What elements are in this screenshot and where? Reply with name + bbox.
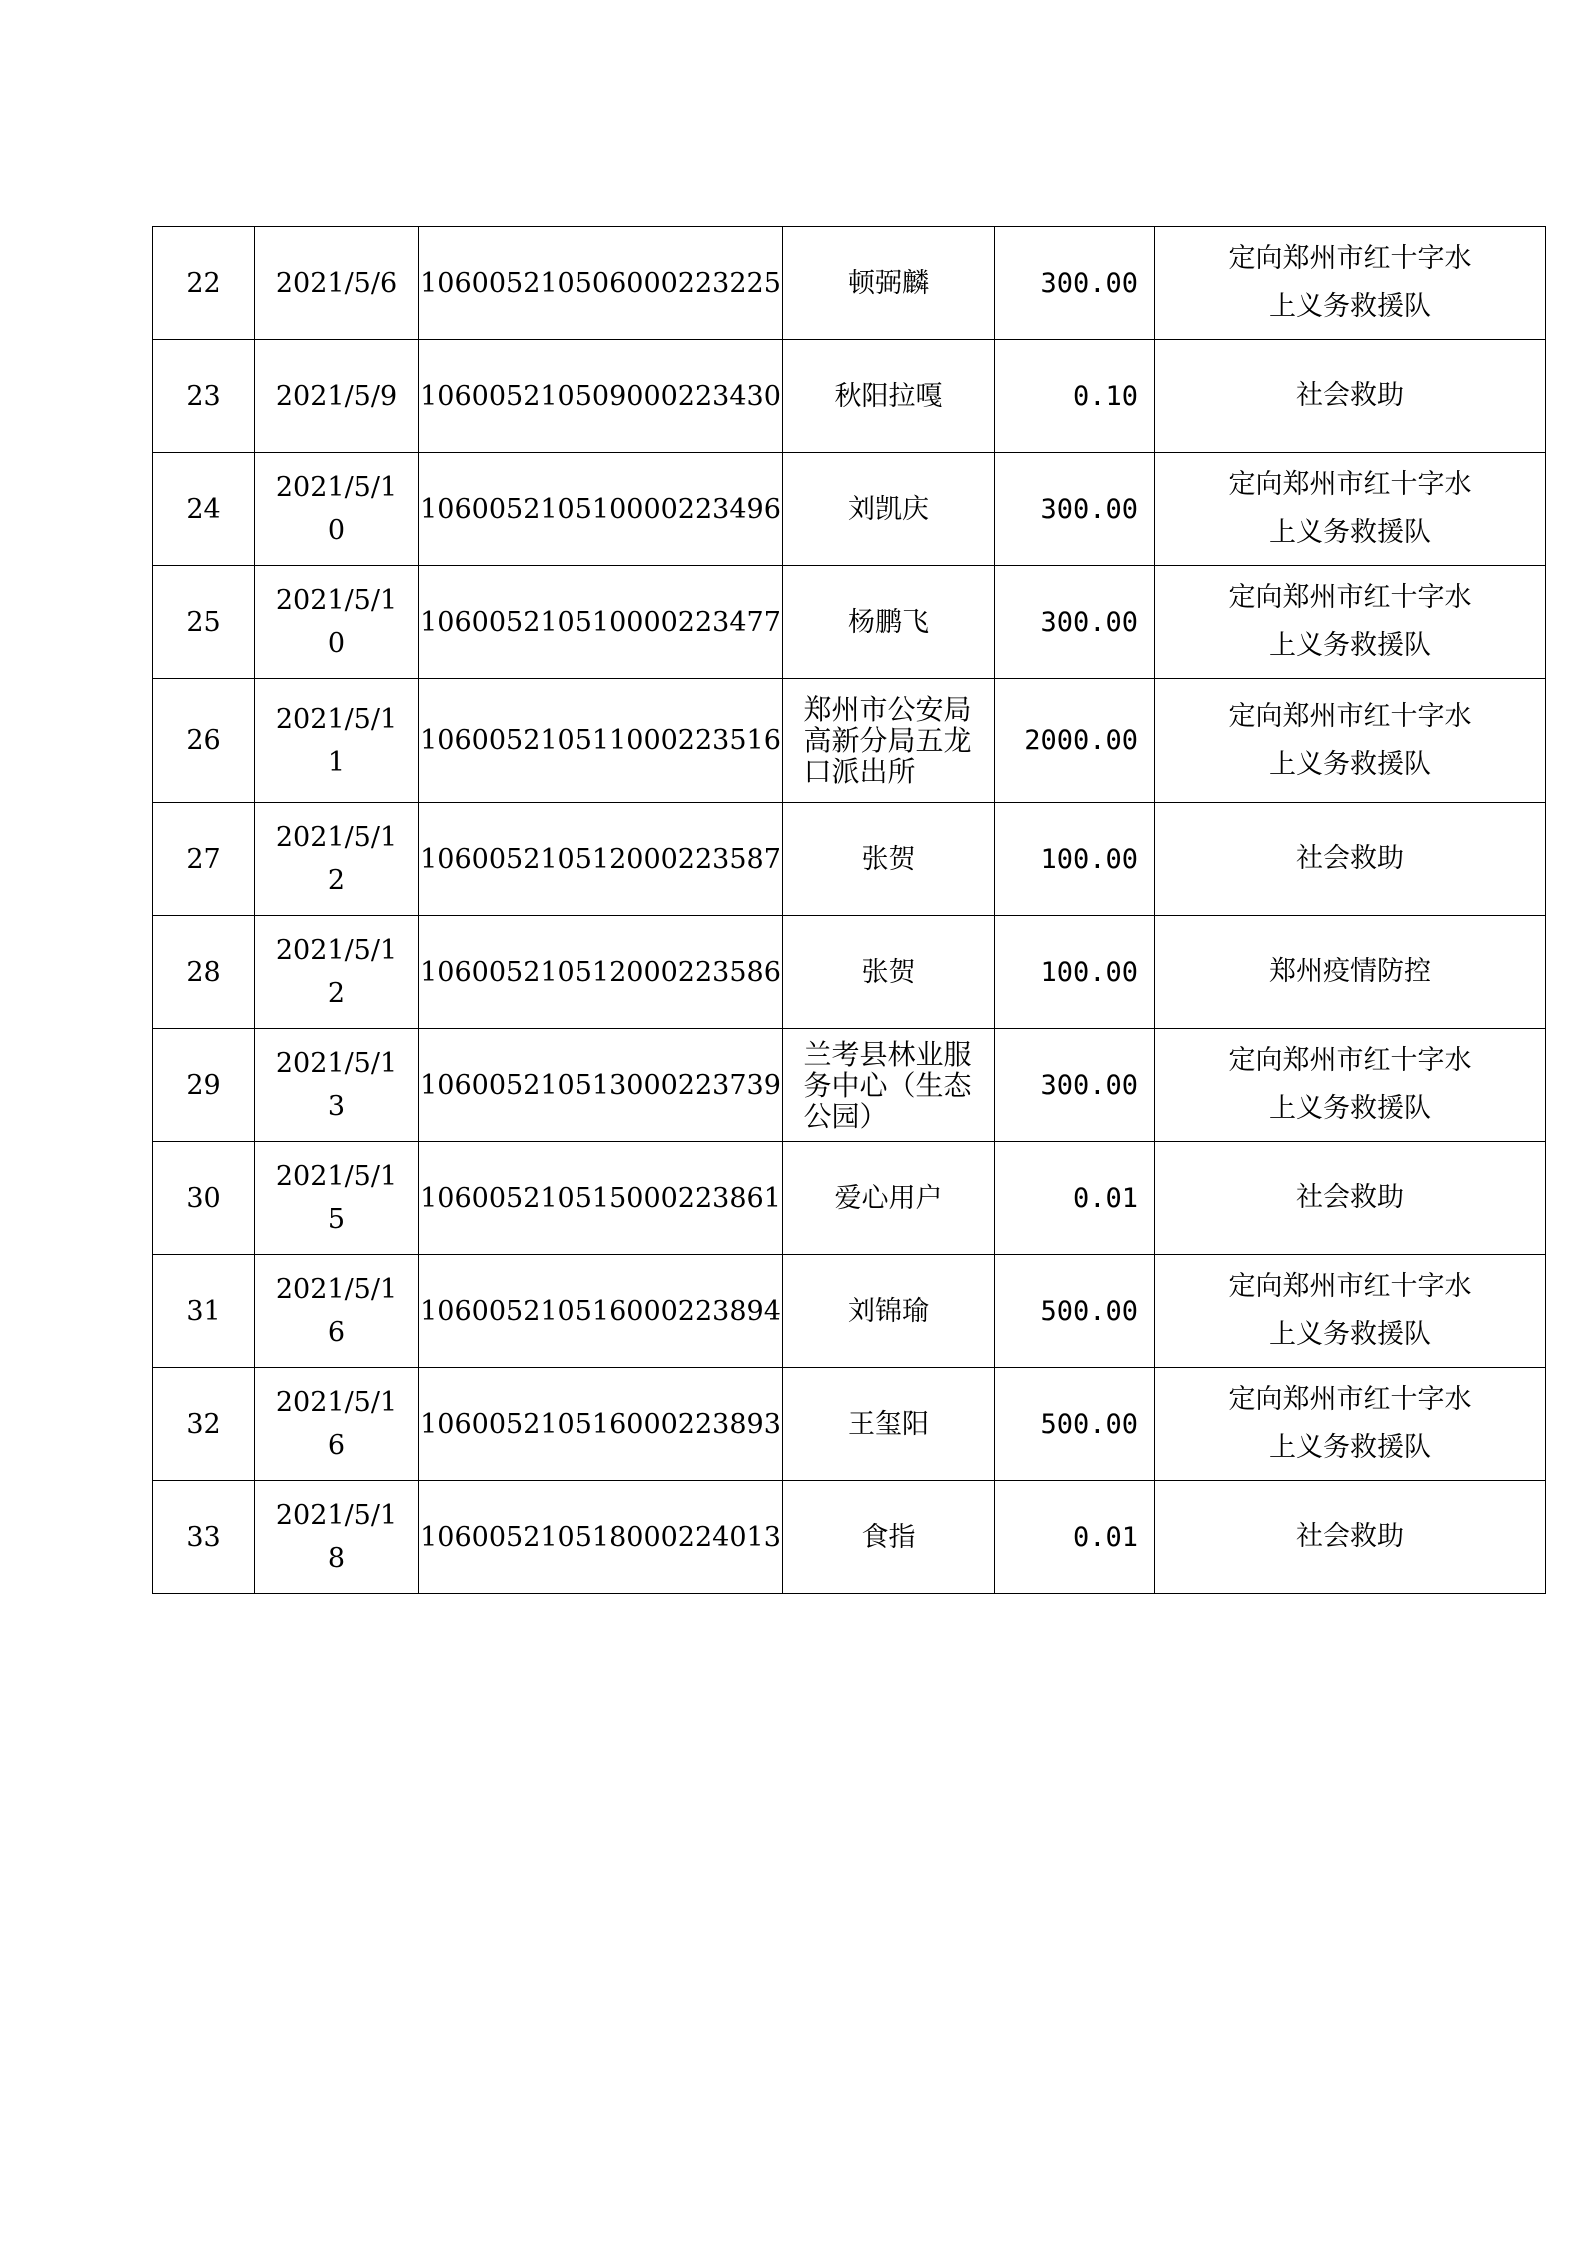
- donation-amount: 300.00: [995, 453, 1155, 566]
- donation-amount: 300.00: [995, 566, 1155, 679]
- donor-name: 兰考县林业服务中心（生态公园）: [783, 1029, 995, 1142]
- donation-purpose: 定向郑州市红十字水上义务救援队: [1155, 566, 1546, 679]
- donation-purpose: 郑州疫情防控: [1155, 916, 1546, 1029]
- row-number: 25: [153, 566, 255, 679]
- row-number: 28: [153, 916, 255, 1029]
- donation-purpose: 定向郑州市红十字水上义务救援队: [1155, 1255, 1546, 1368]
- table-row: [153, 1481, 1546, 1594]
- row-number: 27: [153, 803, 255, 916]
- donation-purpose: 定向郑州市红十字水上义务救援队: [1155, 453, 1546, 566]
- donation-amount: 500.00: [995, 1255, 1155, 1368]
- row-number: 24: [153, 453, 255, 566]
- receipt-code: 106005210516000223894: [419, 1255, 783, 1368]
- row-number: 22: [153, 227, 255, 340]
- row-number: 26: [153, 679, 255, 803]
- donation-table: [152, 226, 1546, 1594]
- row-number: 29: [153, 1029, 255, 1142]
- row-number: 31: [153, 1255, 255, 1368]
- donation-date: 2021/5/13: [255, 1029, 419, 1142]
- donation-amount: 500.00: [995, 1368, 1155, 1481]
- donation-purpose: 定向郑州市红十字水上义务救援队: [1155, 679, 1546, 803]
- donation-purpose: 定向郑州市红十字水上义务救援队: [1155, 1029, 1546, 1142]
- donor-name: 张贺: [783, 916, 995, 1029]
- donation-date: 2021/5/11: [255, 679, 419, 803]
- receipt-code: 106005210511000223516: [419, 679, 783, 803]
- donor-name: 秋阳拉嘎: [783, 340, 995, 453]
- donation-date: 2021/5/6: [255, 227, 419, 340]
- donor-name: 食指: [783, 1481, 995, 1594]
- donation-date: 2021/5/16: [255, 1255, 419, 1368]
- table-row: [153, 340, 1546, 453]
- receipt-code: 106005210512000223586: [419, 916, 783, 1029]
- donation-purpose: 社会救助: [1155, 1481, 1546, 1594]
- donation-purpose: 定向郑州市红十字水上义务救援队: [1155, 1368, 1546, 1481]
- donation-date: 2021/5/9: [255, 340, 419, 453]
- donation-amount: 300.00: [995, 227, 1155, 340]
- donation-date: 2021/5/10: [255, 453, 419, 566]
- donation-amount: 0.10: [995, 340, 1155, 453]
- donation-date: 2021/5/15: [255, 1142, 419, 1255]
- donation-amount: 300.00: [995, 1029, 1155, 1142]
- donation-date: 2021/5/16: [255, 1368, 419, 1481]
- row-number: 33: [153, 1481, 255, 1594]
- row-number: 32: [153, 1368, 255, 1481]
- donation-date: 2021/5/18: [255, 1481, 419, 1594]
- row-number: 23: [153, 340, 255, 453]
- donation-amount: 0.01: [995, 1142, 1155, 1255]
- table-row: [153, 453, 1546, 566]
- table-row: [153, 227, 1546, 340]
- table-row: [153, 803, 1546, 916]
- donation-date: 2021/5/12: [255, 803, 419, 916]
- table-row: [153, 1029, 1546, 1142]
- receipt-code: 106005210509000223430: [419, 340, 783, 453]
- donor-name: 郑州市公安局高新分局五龙口派出所: [783, 679, 995, 803]
- donor-name: 张贺: [783, 803, 995, 916]
- donation-amount: 2000.00: [995, 679, 1155, 803]
- receipt-code: 106005210510000223496: [419, 453, 783, 566]
- receipt-code: 106005210515000223861: [419, 1142, 783, 1255]
- table-row: [153, 1142, 1546, 1255]
- table-row: [153, 1255, 1546, 1368]
- donation-amount: 100.00: [995, 916, 1155, 1029]
- donor-name: 刘锦瑜: [783, 1255, 995, 1368]
- table-row: [153, 1368, 1546, 1481]
- receipt-code: 106005210506000223225: [419, 227, 783, 340]
- donor-name: 王玺阳: [783, 1368, 995, 1481]
- donation-purpose: 定向郑州市红十字水上义务救援队: [1155, 227, 1546, 340]
- donation-date: 2021/5/12: [255, 916, 419, 1029]
- donor-name: 顿弼麟: [783, 227, 995, 340]
- receipt-code: 106005210510000223477: [419, 566, 783, 679]
- receipt-code: 106005210516000223893: [419, 1368, 783, 1481]
- table-row: [153, 916, 1546, 1029]
- donation-date: 2021/5/10: [255, 566, 419, 679]
- row-number: 30: [153, 1142, 255, 1255]
- receipt-code: 106005210518000224013: [419, 1481, 783, 1594]
- receipt-code: 106005210513000223739: [419, 1029, 783, 1142]
- receipt-code: 106005210512000223587: [419, 803, 783, 916]
- donor-name: 杨鹏飞: [783, 566, 995, 679]
- table-row: [153, 566, 1546, 679]
- donation-purpose: 社会救助: [1155, 803, 1546, 916]
- donation-amount: 0.01: [995, 1481, 1155, 1594]
- donor-name: 爱心用户: [783, 1142, 995, 1255]
- table-row: [153, 679, 1546, 803]
- donation-purpose: 社会救助: [1155, 1142, 1546, 1255]
- donation-amount: 100.00: [995, 803, 1155, 916]
- donation-purpose: 社会救助: [1155, 340, 1546, 453]
- donor-name: 刘凯庆: [783, 453, 995, 566]
